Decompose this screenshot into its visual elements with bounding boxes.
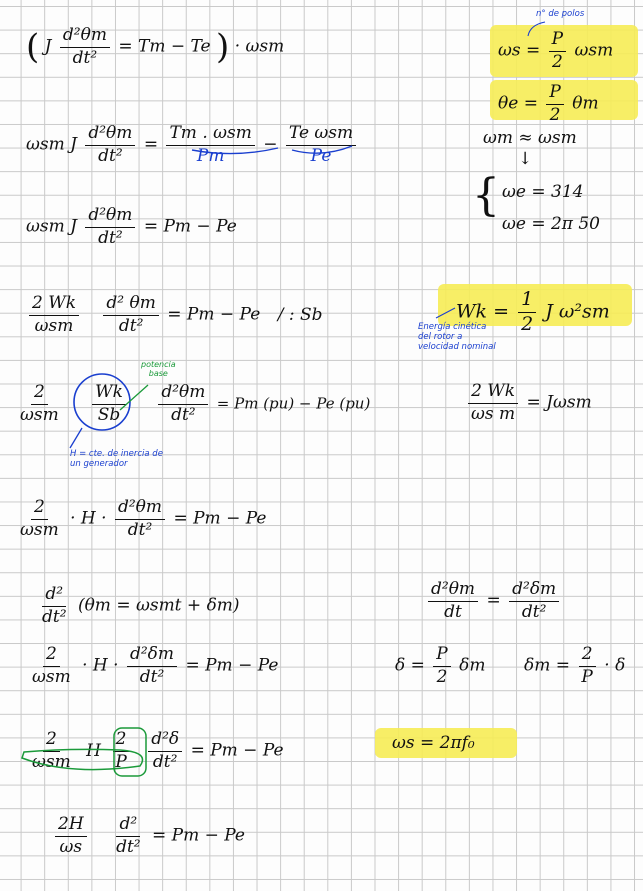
eq10-den2: dt²	[116, 836, 141, 857]
eq9-den1: ωsm	[32, 751, 71, 772]
eq8-right2	[524, 645, 625, 687]
blue-arrow-h	[70, 428, 82, 448]
eq8r1-num: P	[433, 645, 450, 667]
eq-approx-text: ωm ≈ ωsm	[483, 128, 577, 148]
eq2-den: dt²	[98, 145, 123, 166]
eq-ws2: ωs = 2πf₀	[392, 733, 475, 753]
eq-approx	[483, 128, 577, 148]
eq4-div: / : Sb	[277, 304, 323, 325]
eq1-rhs: = Tm − Te	[118, 36, 211, 57]
eq8-num1: 2	[43, 645, 60, 667]
sys-line2: ωe = 2π 50	[502, 214, 600, 235]
eq-jw-den: ωs m	[471, 403, 516, 424]
eq4-num1: 2 Wk	[29, 294, 79, 316]
eq10-num1: 2H	[55, 815, 87, 837]
eq1-tail: · ωsm	[234, 36, 285, 57]
eq7	[36, 585, 240, 627]
note-wk: Energía cinética del rotor a velocidad nominal	[418, 322, 496, 352]
eq5-num-c: Wk	[92, 383, 126, 405]
eq1-j: J	[44, 36, 52, 57]
eq5-den-c: Sb	[97, 404, 121, 425]
note-potencia: potencia base	[141, 360, 176, 378]
eq-ws-den: 2	[551, 51, 563, 72]
eq6-rhs: = Pm − Pe	[173, 508, 267, 529]
eq7r-den1: dt	[444, 601, 462, 622]
note-h: H = cte. de inercia de un generador	[70, 449, 163, 469]
note-polos: n° de polos	[536, 9, 585, 19]
eq6-den1: ωsm	[20, 519, 59, 540]
eq7r-num2: d²δm	[509, 580, 559, 602]
eq6-den2: dt²	[127, 519, 153, 540]
eq-jw-num: 2 Wk	[468, 382, 518, 404]
eq2-pe: Pe	[310, 145, 332, 166]
eq8-den1: ωsm	[32, 666, 71, 687]
eq-approx-arrow: ↓	[518, 149, 533, 169]
eq9-den-b: P	[115, 751, 127, 772]
eq6-h: · H ·	[70, 508, 107, 529]
eq6-num2: d²θm	[115, 498, 165, 520]
eq4-num2: d² θm	[103, 294, 158, 316]
eq7-right	[425, 580, 562, 622]
eq8r2-tail: · δ	[604, 655, 626, 676]
eq8-rhs: = Pm − Pe	[185, 655, 279, 676]
eq4-den1: ωsm	[34, 315, 74, 336]
eq6	[14, 498, 266, 540]
eq1-torque-balance: ( J $\frac{\text{d²θm}}{\text{dt²}}$ = Tm − Te ) · ωsm	[26, 25, 285, 68]
eq-jw	[465, 382, 592, 424]
eq5-den1: ωsm	[20, 404, 59, 425]
eq7-den: dt²	[42, 606, 67, 627]
eq3-rhs: = Pm − Pe	[143, 216, 237, 237]
eq7r-eq: =	[486, 590, 501, 611]
eq9-num1: 2	[43, 730, 60, 752]
eq10	[52, 815, 245, 857]
eq9-h: H	[86, 740, 101, 761]
eq3-lhs: ωsm J	[26, 216, 77, 237]
eq3	[26, 206, 237, 248]
eq8-den2: dt²	[139, 666, 165, 687]
eq2-power	[26, 124, 359, 166]
eq7-num: d²	[42, 585, 66, 607]
eq3-den: dt²	[98, 227, 123, 248]
eq5	[14, 383, 370, 425]
eq2-minus: −	[263, 134, 278, 155]
eq1-num: d²θm	[60, 26, 110, 48]
eq7r-den2: dt²	[521, 601, 547, 622]
eq4-rhs: = Pm − Pe	[167, 304, 261, 325]
eq8	[26, 645, 278, 687]
eq-ws-num: P	[549, 30, 566, 52]
eq10-rhs: = Pm − Pe	[152, 825, 245, 846]
eq1-den: dt²	[72, 47, 98, 68]
eq9-num-b: 2	[113, 730, 130, 752]
eq2-pm: Pm	[196, 145, 225, 166]
eq-ws	[498, 30, 613, 72]
eq8-right1	[395, 645, 486, 687]
eq7r-num1: d²θm	[428, 580, 478, 602]
eq8-h: · H ·	[82, 655, 119, 676]
eq-theta-e	[498, 83, 599, 125]
eq2-lhs: ωsm J	[26, 134, 77, 155]
eq3-num: d²θm	[85, 206, 135, 228]
sys-line1: ωe = 314	[502, 182, 584, 202]
eq8r1-tail: δm	[459, 655, 486, 676]
eq2-equals: =	[143, 134, 159, 155]
eq2-t2: Te ωsm	[286, 124, 356, 146]
eq-wk-tail: J ω²sm	[545, 300, 610, 323]
eq-te-den: 2	[549, 104, 561, 125]
eq-te-num: P	[546, 83, 563, 105]
eq8r1-den: 2	[436, 666, 448, 687]
eq9-rhs: = Pm − Pe	[190, 740, 284, 761]
eq4	[26, 294, 322, 336]
eq-wk-lhs: Wk =	[456, 300, 510, 323]
eq10-den1: ωs	[59, 836, 83, 857]
eq9-num2: d²δ	[148, 730, 182, 752]
eq8r1-lhs: δ =	[395, 655, 425, 676]
eq8r2-lhs: δm =	[524, 655, 571, 676]
eq-jw-rhs: = Jωsm	[526, 392, 592, 413]
eq10-num2: d²	[116, 815, 140, 837]
eq5-den2: dt²	[171, 404, 196, 425]
eq2-num: d²θm	[85, 124, 135, 146]
eq-ws-lhs: ωs =	[498, 40, 541, 61]
eq5-num2: d²θm	[158, 383, 208, 405]
eq2-t1: Tm . ωsm	[166, 124, 254, 146]
eq-ws-tail: ωsm	[574, 40, 614, 61]
eq5-num1: 2	[31, 383, 48, 405]
eq9	[26, 730, 284, 772]
eq9-den2: dt²	[152, 751, 178, 772]
eq-te-lhs: θe =	[498, 93, 538, 114]
eq4-den2: dt²	[118, 315, 144, 336]
eq8r2-den: P	[581, 666, 593, 687]
eq-wk-num: 1	[518, 289, 536, 313]
eq-system: { ωe = 314 ωe = 2π 50	[472, 176, 600, 241]
eq7-body: (θm = ωsmt + δm)	[77, 595, 240, 616]
eq8r2-num: 2	[579, 645, 596, 667]
eq5-rhs: = Pm (pu) − Pe (pu)	[216, 394, 371, 413]
eq-wk-den: 2	[521, 312, 534, 335]
eq-te-tail: θm	[572, 93, 599, 114]
eq8-num2: d²δm	[127, 645, 177, 667]
eq6-num1: 2	[31, 498, 48, 520]
